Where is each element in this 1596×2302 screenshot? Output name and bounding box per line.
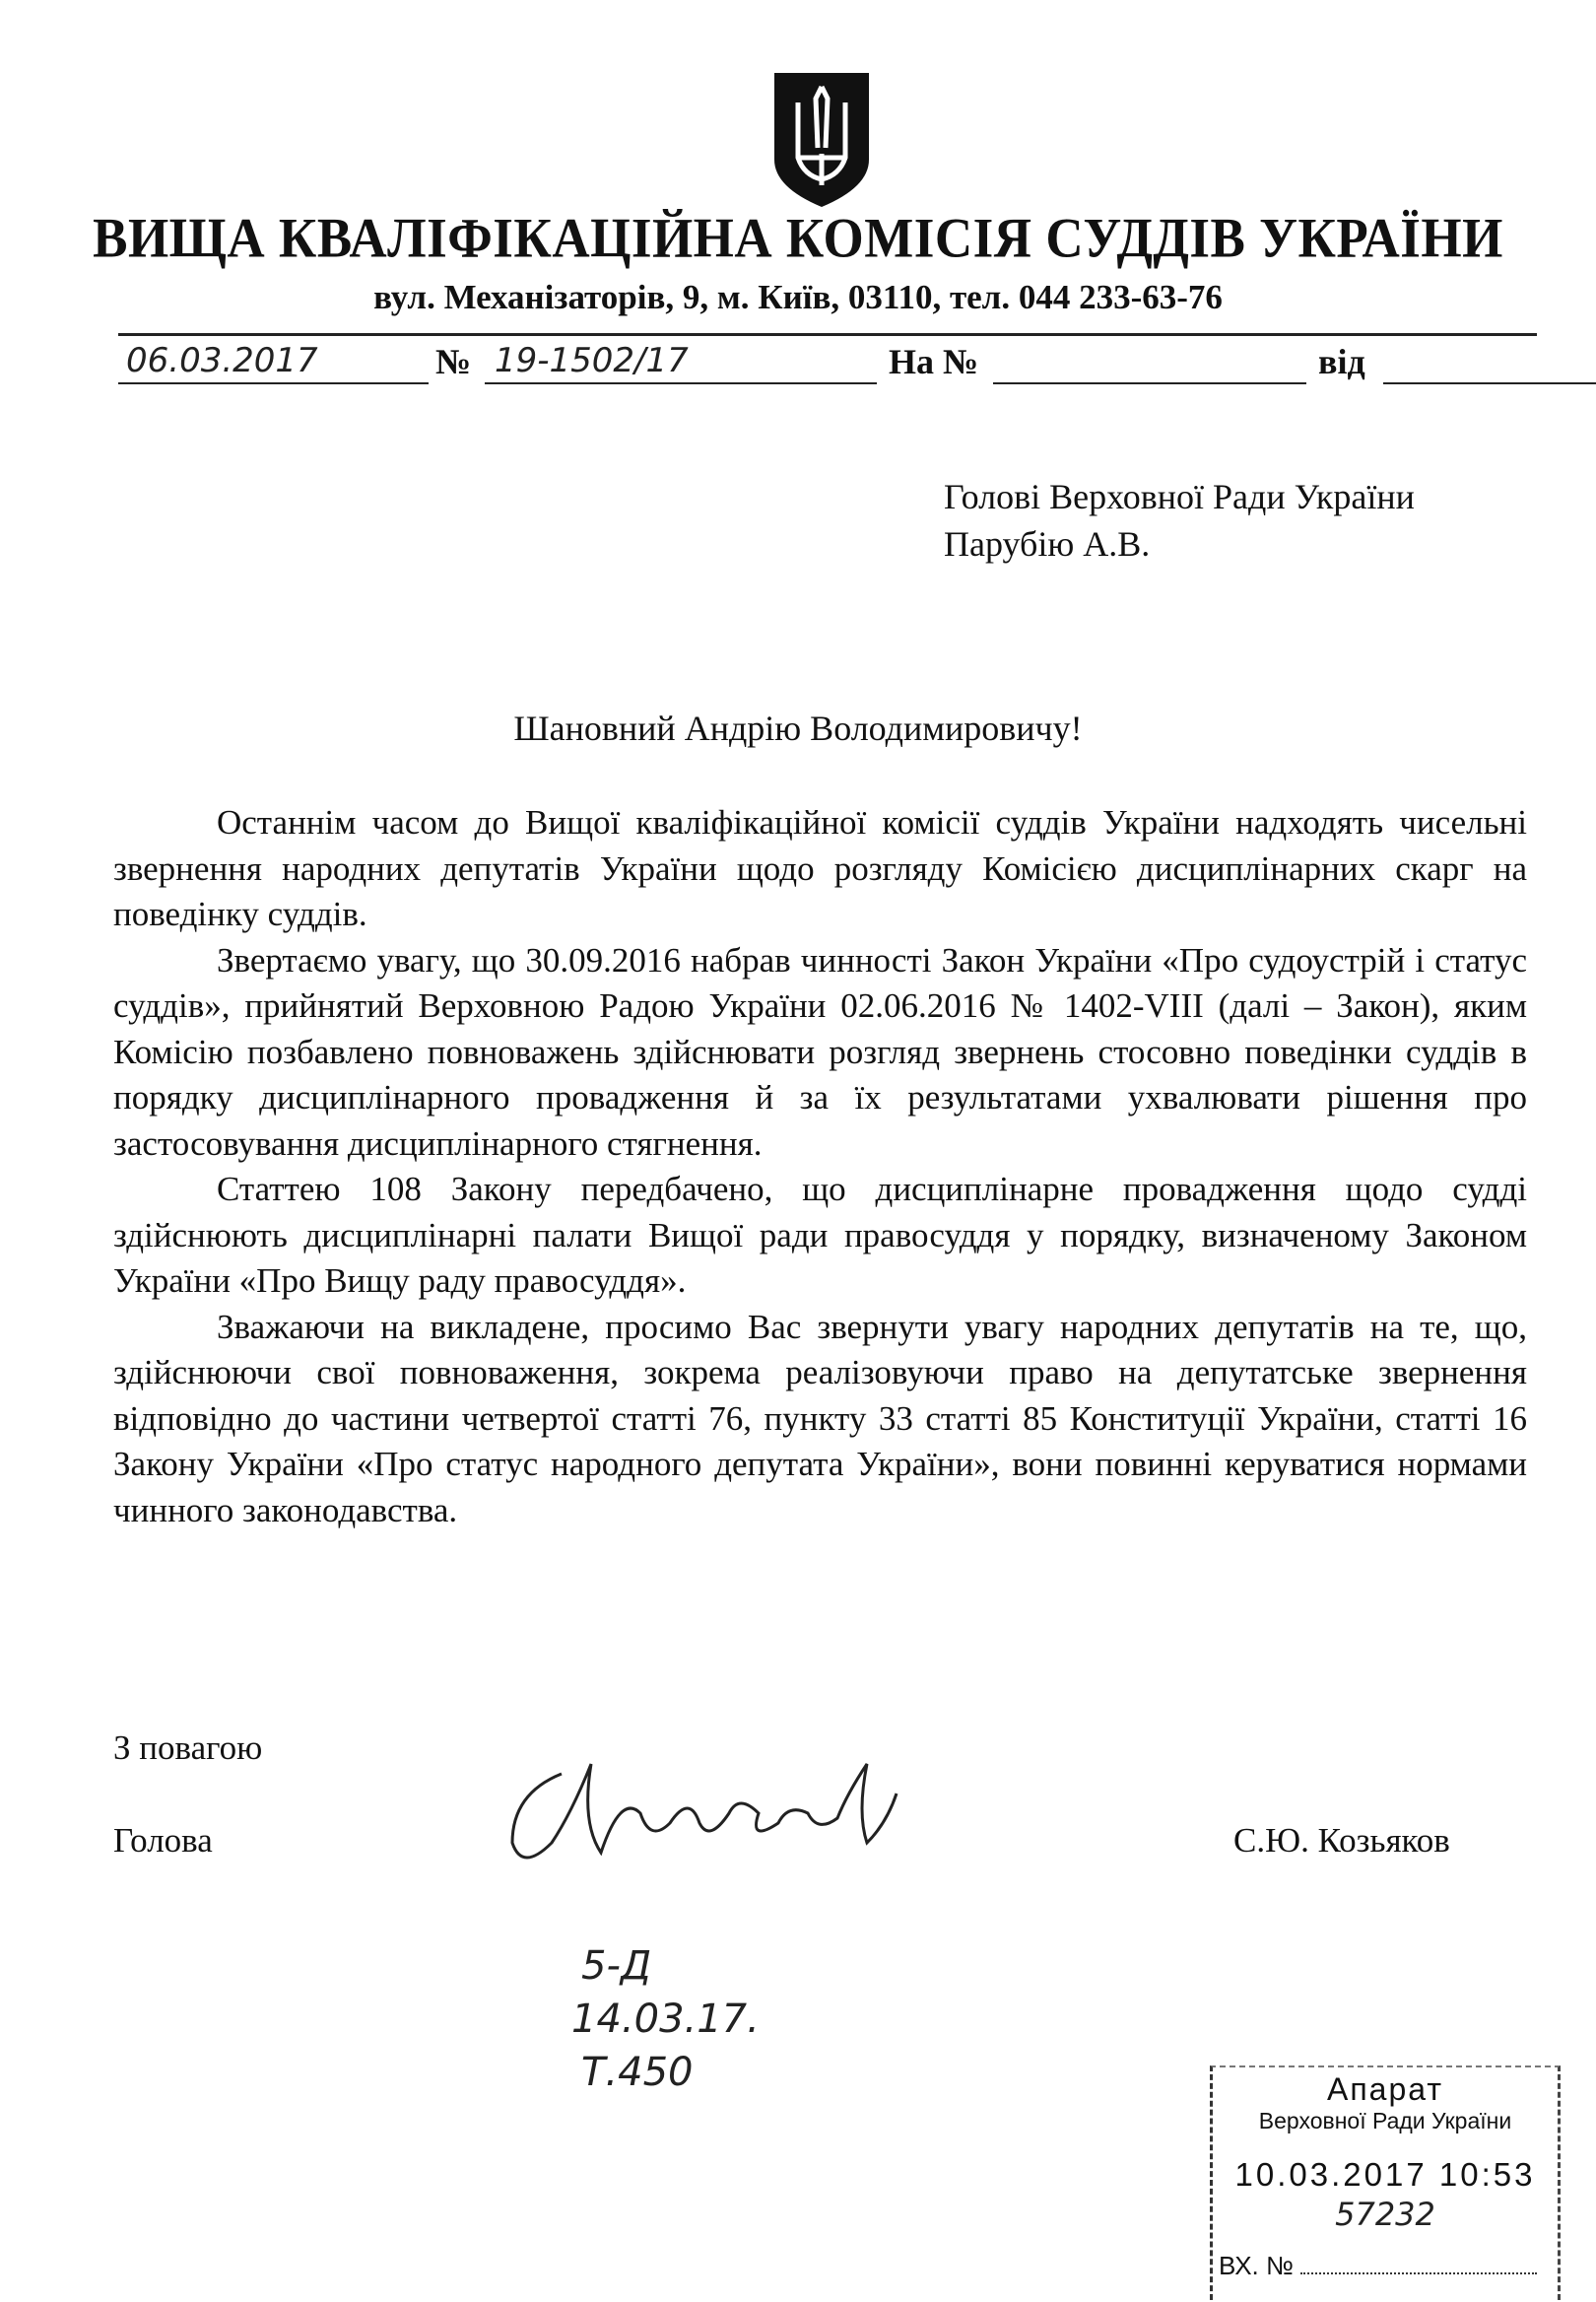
addressee: [944, 473, 1415, 568]
handwritten-signature: [493, 1734, 926, 1882]
trident-emblem-icon: [770, 69, 873, 209]
addressee-title: Голові Верховної Ради України: [944, 477, 1415, 516]
note-line: Т.450: [581, 2050, 694, 2095]
note-line: 5-Д: [581, 1943, 652, 1989]
salutation: Шановний Андрію Володимировичу!: [513, 709, 1083, 748]
organization-address: вул. Механізаторів, 9, м. Київ, 03110, тел. 044 233-63-76: [373, 278, 1223, 316]
date-field: [118, 339, 429, 384]
registration-stamp: [1210, 2065, 1561, 2300]
addressee-name: Парубію А.В.: [944, 524, 1151, 564]
stamp-organization: Верховної Ради України: [1258, 2108, 1512, 2133]
paragraph: Останнім часом до Вищої кваліфікаційної комісії суддів України надходять чисельні звернення народних депутатів України щодо розгляду Комісією дисциплінарних скарг на поведінку суддів.: [113, 803, 1527, 933]
number-field: [485, 339, 877, 384]
from-date-field: [1383, 339, 1596, 384]
outgoing-date: 06.03.2017: [126, 341, 318, 380]
letter-body: [113, 800, 1527, 1533]
note-date: 14.03.17.: [571, 1997, 760, 2042]
signatory-name: С.Ю. Козьяков: [1233, 1821, 1450, 1860]
from-label: від: [1318, 342, 1365, 381]
incoming-number-field: [1219, 2251, 1558, 2281]
paragraph: Статтею 108 Закону передбачено, що дисциплінарне провадження щодо судді здійснюють дисциплінарні палати Вищої ради правосуддя у порядку, визначеному Законом України «Про Вищу раду правосуддя».: [113, 1170, 1527, 1300]
reply-to-field: [993, 339, 1306, 384]
handwritten-resolution: [571, 1939, 760, 2099]
outgoing-number: 19-1502/17: [495, 341, 689, 380]
organization-name: ВИЩА КВАЛІФІКАЦІЙНА КОМІСІЯ СУДДІВ УКРАЇНИ: [93, 207, 1503, 270]
closing-regards: З повагою: [113, 1728, 263, 1767]
signatory-position: Голова: [113, 1821, 213, 1860]
incoming-label: ВХ. №: [1219, 2251, 1294, 2280]
paragraph: Звертаємо увагу, що 30.09.2016 набрав чинності Закон України «Про судоустрій і статус суддів», прийнятий Верховною Радою України 02.06.2016 № 1402-VIII (далі – Закон), яким Комісію позбавлено повноважень здійснювати розгляд звернень стосовно поведінки суддів в порядку дисциплінарного провадження й за їх результатами ухвалювати рішення про застосовування дисциплінарного стягнення.: [113, 940, 1527, 1163]
stamp-reg-number: 57232: [1335, 2196, 1435, 2233]
stamp-title: Апарат: [1326, 2071, 1443, 2107]
reply-to-label: На №: [889, 342, 979, 381]
stamp-datetime: 10.03.2017 10:53: [1234, 2156, 1536, 2193]
paragraph: Зважаючи на викладене, просимо Вас звернути увагу народних депутатів на те, що, здійснюючи свої повноваження, зокрема реалізовуючи право на депутатське звернення відповідно до частини четвертої статті 76, пункту 33 статті 85 Конституції України, статті 16 Закону України «Про статус народного депутата України», вони повинні керуватися нормами чинного законодавства.: [113, 1307, 1527, 1529]
number-label: №: [435, 342, 472, 381]
reference-row: [118, 335, 1537, 384]
